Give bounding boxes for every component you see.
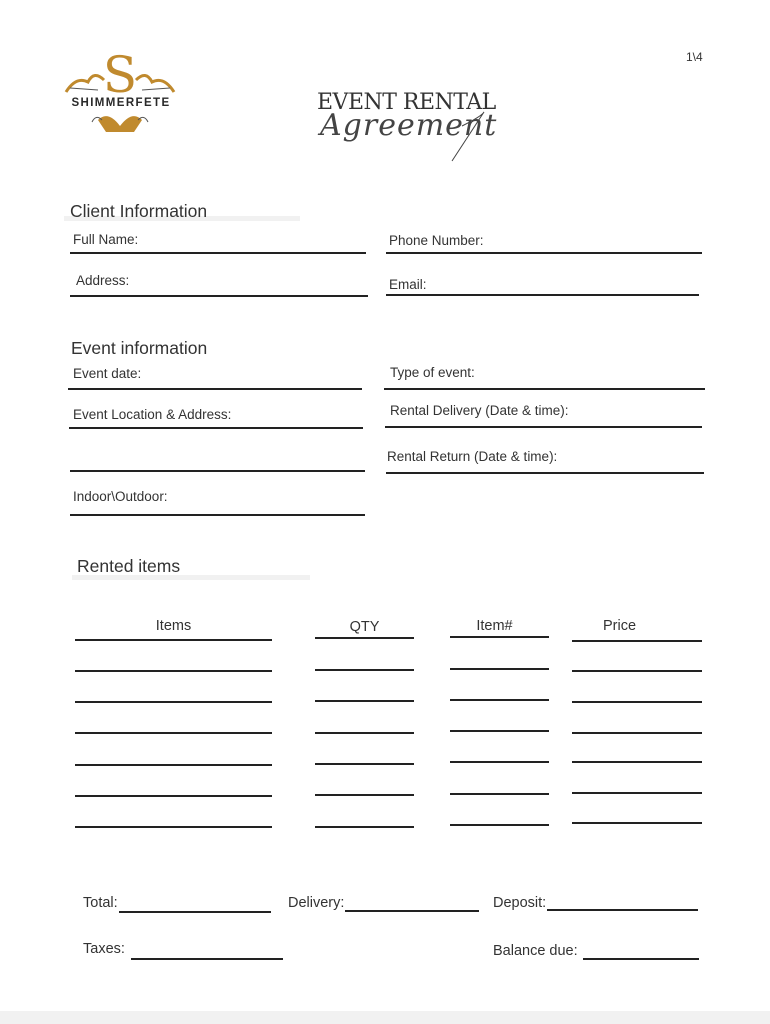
- rented-section-heading: Rented items: [77, 556, 181, 576]
- qty-line[interactable]: [315, 669, 414, 671]
- items-line[interactable]: [75, 795, 272, 797]
- email-label: Email:: [389, 277, 427, 292]
- items-line[interactable]: [75, 639, 272, 641]
- deposit-field[interactable]: [547, 909, 698, 911]
- price-line[interactable]: [572, 761, 702, 763]
- qty-line[interactable]: [315, 763, 414, 765]
- event-section-heading: Event information: [71, 338, 208, 358]
- column-header-qty: QTY: [349, 619, 380, 635]
- full-name-field[interactable]: [70, 252, 366, 254]
- indoor-outdoor-label: Indoor\Outdoor:: [73, 489, 168, 504]
- client-section-heading: Client Information: [70, 201, 208, 221]
- qty-line[interactable]: [315, 826, 414, 828]
- event-location-field-2[interactable]: [70, 470, 365, 472]
- deposit-label: Deposit:: [493, 895, 547, 911]
- rental-return-label: Rental Return (Date & time):: [387, 449, 558, 464]
- rental-delivery-field[interactable]: [385, 426, 702, 428]
- item-number-line[interactable]: [450, 636, 549, 638]
- item-number-line[interactable]: [450, 824, 549, 826]
- balance-due-label: Balance due:: [493, 943, 578, 959]
- rental-delivery-label: Rental Delivery (Date & time):: [390, 403, 569, 418]
- items-line[interactable]: [75, 701, 272, 703]
- title-line-2: Agreement: [320, 108, 498, 143]
- item-number-line[interactable]: [450, 730, 549, 732]
- item-number-line[interactable]: [450, 668, 549, 670]
- price-line[interactable]: [572, 670, 702, 672]
- brand-logo: [58, 40, 188, 145]
- price-line[interactable]: [572, 701, 702, 703]
- document-title: [312, 86, 502, 166]
- item-number-line[interactable]: [450, 699, 549, 701]
- qty-line[interactable]: [315, 637, 414, 639]
- total-field[interactable]: [119, 911, 271, 913]
- address-label: Address:: [76, 273, 130, 288]
- delivery-field[interactable]: [345, 910, 479, 912]
- price-line[interactable]: [572, 792, 702, 794]
- price-line[interactable]: [572, 822, 702, 824]
- balance-due-field[interactable]: [583, 958, 699, 960]
- items-line[interactable]: [75, 764, 272, 766]
- total-label: Total:: [83, 895, 118, 911]
- event-type-label: Type of event:: [390, 365, 475, 380]
- price-line[interactable]: [572, 732, 702, 734]
- rental-return-field[interactable]: [386, 472, 704, 474]
- items-line[interactable]: [75, 670, 272, 672]
- page-footer-strip: [0, 1011, 770, 1024]
- price-line[interactable]: [572, 640, 702, 642]
- qty-line[interactable]: [315, 732, 414, 734]
- event-location-field[interactable]: [69, 427, 363, 429]
- column-header-price: Price: [602, 618, 637, 634]
- svg-text:S: S: [102, 46, 138, 104]
- phone-label: Phone Number:: [389, 233, 484, 248]
- delivery-label: Delivery:: [288, 895, 345, 911]
- event-date-field[interactable]: [68, 388, 362, 390]
- phone-field[interactable]: [386, 252, 702, 254]
- logo-wordmark: SHIMMERFETE: [71, 97, 171, 109]
- logo-emblem-icon: [58, 40, 188, 145]
- column-header-item-number: Item#: [476, 618, 513, 634]
- taxes-label: Taxes:: [83, 941, 125, 957]
- email-field[interactable]: [386, 294, 699, 296]
- items-line[interactable]: [75, 732, 272, 734]
- full-name-label: Full Name:: [73, 232, 139, 247]
- title-line-1: EVENT RENTAL: [317, 90, 496, 115]
- title-flourish-icon: [312, 86, 502, 166]
- page-number: 1\4: [686, 50, 703, 64]
- address-field[interactable]: [70, 295, 368, 297]
- item-number-line[interactable]: [450, 793, 549, 795]
- indoor-outdoor-field[interactable]: [70, 514, 365, 516]
- taxes-field[interactable]: [131, 958, 283, 960]
- qty-line[interactable]: [315, 794, 414, 796]
- items-line[interactable]: [75, 826, 272, 828]
- qty-line[interactable]: [315, 700, 414, 702]
- item-number-line[interactable]: [450, 761, 549, 763]
- event-date-label: Event date:: [73, 366, 142, 381]
- column-header-items: Items: [155, 618, 192, 634]
- event-type-field[interactable]: [384, 388, 705, 390]
- event-location-label: Event Location & Address:: [73, 407, 232, 422]
